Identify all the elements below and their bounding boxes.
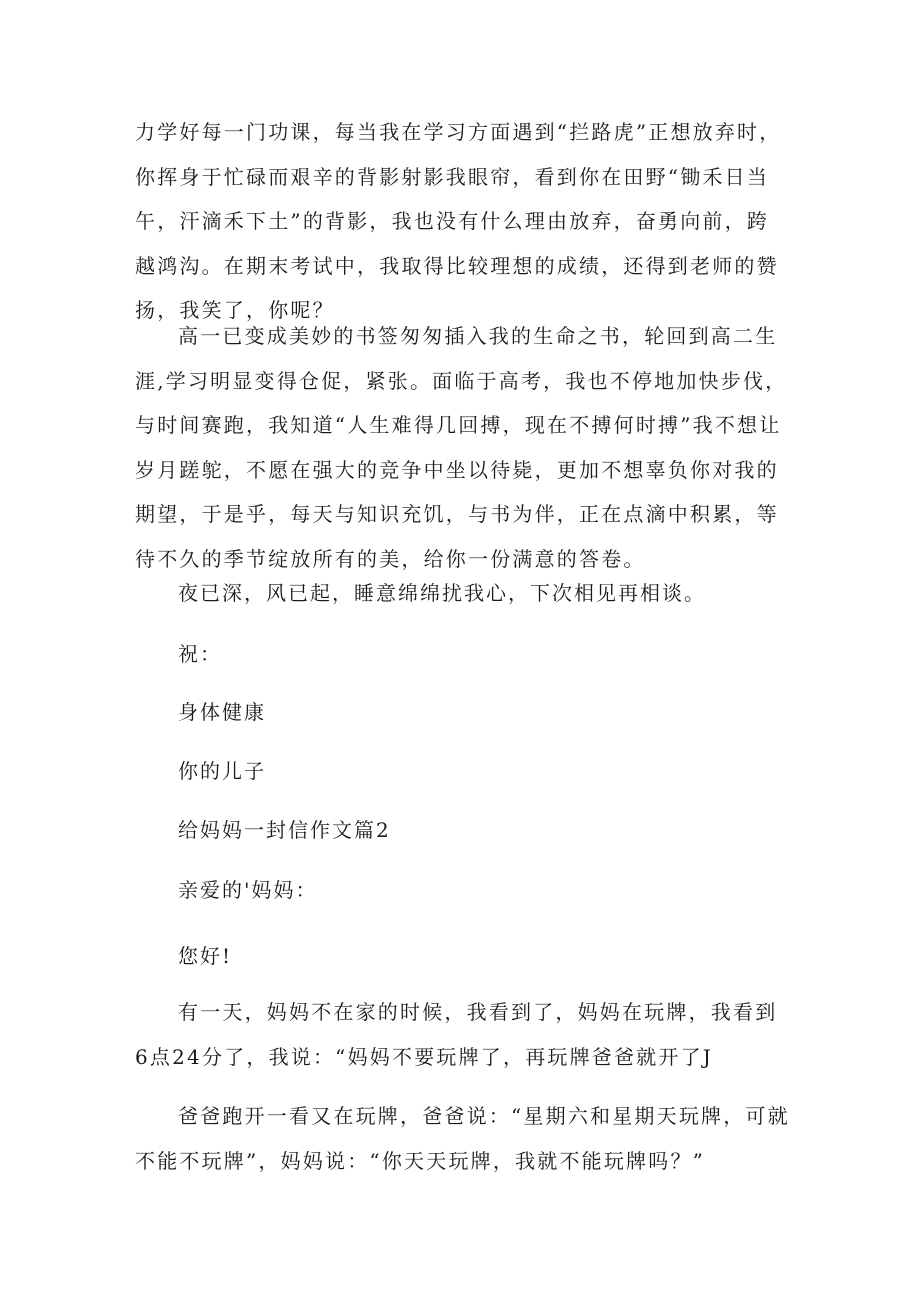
section-title: 给妈妈一封信作文篇2 bbox=[178, 818, 391, 842]
paragraph-2: 高一已变成美妙的书签匆匆插入我的生命之书，轮回到高二生涯,学习明显变得仓促，紧张。面临于高考，我也不停地加快步伐，与时间赛跑，我知道“人生难得几回搏，现在不搏何时搏”我不想让岁月蹉鸵，不愿在强大的竞争中坐以待毙，更加不想辜负你对我的期望，于是乎，每天与知识充饥，与书为伴，正在点滴中积累，等待不久的季节绽放所有的美，给你一份满意的答卷。 bbox=[135, 324, 788, 571]
wish-text: 身体健康 bbox=[178, 700, 266, 724]
paragraph-10: 有一天，妈妈不在家的时候，我看到了，妈妈在玩牌，我看到6点24分了，我说：“妈妈不要玩牌了，再玩牌爸爸就开了J bbox=[135, 1000, 778, 1069]
signature: 你的儿子 bbox=[178, 759, 266, 783]
paragraph-11: 爸爸跑开一看又在玩牌，爸爸说：“星期六和星期天玩牌，可就不能不玩牌”，妈妈说：“你天天玩牌，我就不能玩牌吗？” bbox=[135, 1104, 790, 1173]
paragraph-3: 夜已深，风已起，睡意绵绵扰我心，下次相见再相谈。 bbox=[178, 581, 706, 605]
greeting: 您好! bbox=[178, 944, 233, 968]
salutation: 亲爱的'妈妈： bbox=[178, 878, 318, 902]
greeting-wish: 祝： bbox=[178, 642, 222, 666]
paragraph-1: 力学好每一门功课，每当我在学习方面遇到“拦路虎”正想放弃时，你挥身于忙碌而艰辛的背影射影我眼帘，看到你在田野“锄禾日当午，汗滴禾下土”的背影，我也没有什么理由放弃，奋勇向前，跨越鸿沟。在期末考试中，我取得比较理想的成绩，还得到老师的赞扬，我笑了，你呢？ bbox=[135, 120, 782, 322]
